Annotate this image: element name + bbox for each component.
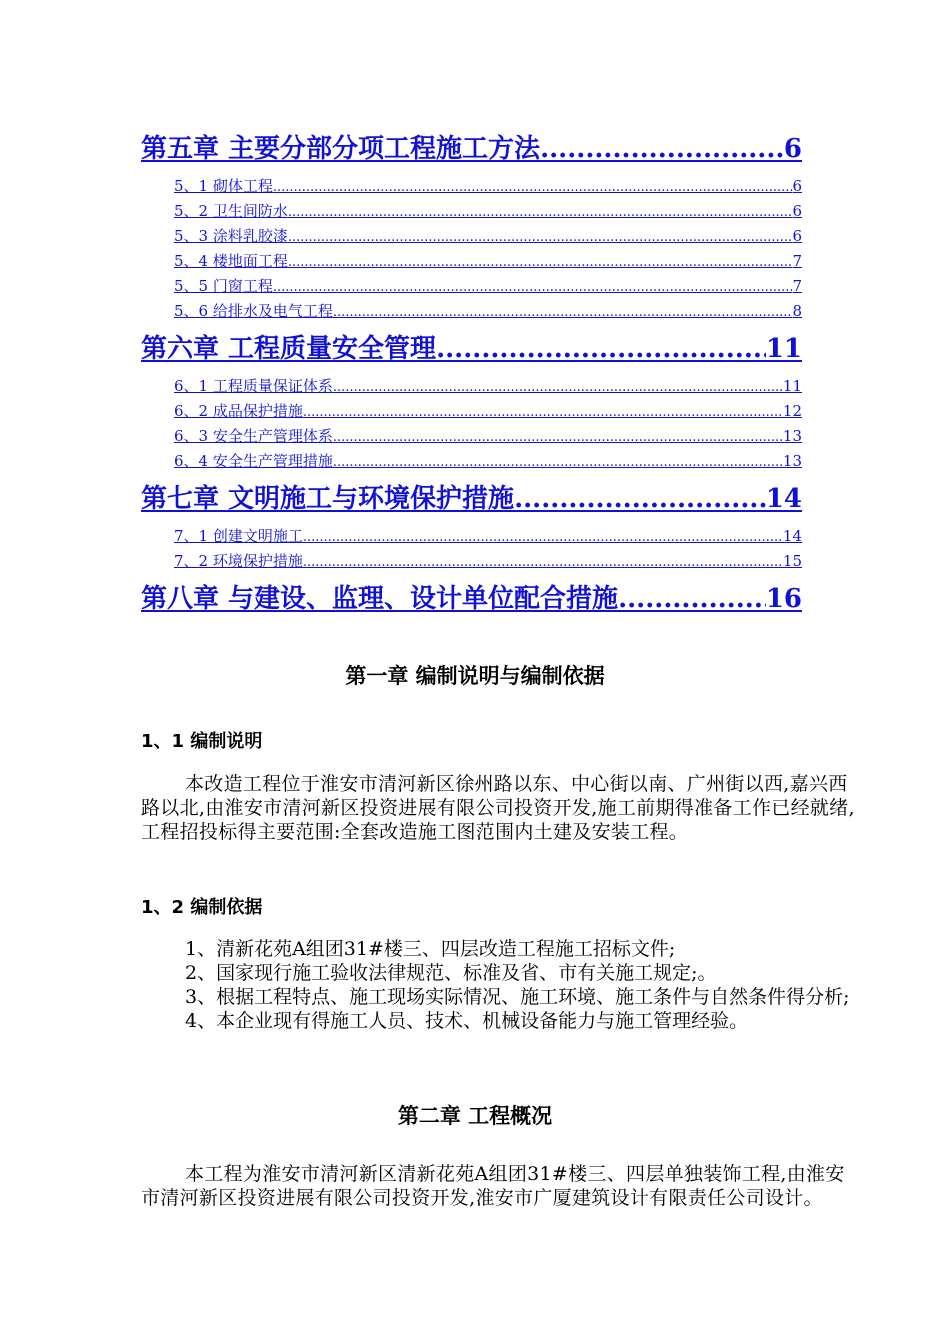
toc-item-6-4[interactable] — [174, 449, 802, 474]
toc-item-title: 5、2 卫生间防水 — [174, 202, 288, 220]
section-1-2-title: 1、2 编制依据 — [141, 897, 263, 918]
list-item: 3、根据工程特点、施工现场实际情况、施工环境、施工条件与自然条件得分析; — [185, 986, 850, 1008]
toc-leader — [273, 275, 793, 299]
toc-item-title: 5、5 门窗工程 — [174, 277, 273, 295]
toc-chapter-title: 第五章 主要分部分项工程施工方法 — [141, 134, 541, 164]
toc-leader — [303, 400, 783, 424]
section-1-1-title: 1、1 编制说明 — [141, 731, 263, 752]
toc-leader — [273, 175, 793, 199]
toc-item-6-1[interactable] — [174, 374, 802, 399]
toc-leader — [303, 550, 783, 574]
toc-page-number: 6 — [792, 177, 802, 195]
toc-page-number: 8 — [792, 302, 802, 320]
toc-leader — [333, 425, 783, 449]
toc-leader — [303, 525, 783, 549]
toc-item-title: 7、2 环境保护措施 — [174, 552, 303, 570]
toc-item-5-1[interactable] — [174, 174, 802, 199]
toc-leader — [618, 578, 766, 620]
chapter-2-title: 第二章 工程概况 — [397, 1104, 553, 1128]
chapter-2-paragraph: 本工程为淮安市清河新区清新花苑A组团31#楼三、四层单独装饰工程,由淮安市清河新区投资进展有限公司投资开发,淮安市广厦建筑设计有限责任公司设计。 — [141, 1163, 845, 1209]
toc-leader — [436, 328, 766, 370]
toc-chapter-8[interactable] — [141, 578, 802, 620]
toc-item-title: 6、3 安全生产管理体系 — [174, 427, 333, 445]
toc-leader — [333, 300, 793, 324]
toc-section-list — [174, 524, 802, 574]
toc-page-number: 6 — [792, 202, 802, 220]
toc-leader — [288, 250, 793, 274]
list-item: 1、清新花苑A组团31#楼三、四层改造工程施工招标文件; — [185, 938, 676, 960]
toc-page-number: 14 — [765, 484, 802, 514]
section-1-1-paragraph: 本改造工程位于淮安市清河新区徐州路以东、中心街以南、广州街以西,嘉兴西路以北,由淮安市清河新区投资进展有限公司投资开发,施工前期得准备工作已经就绪,工程招投标得主要范围:全套改造施工图范围内土建及安装工程。 — [141, 773, 855, 843]
toc-item-title: 6、4 安全生产管理措施 — [174, 452, 333, 470]
toc-page-number: 7 — [792, 252, 802, 270]
toc-leader — [333, 450, 783, 474]
toc-item-6-3[interactable] — [174, 424, 802, 449]
toc-leader — [288, 225, 793, 249]
toc-item-5-3[interactable] — [174, 224, 802, 249]
toc-item-title: 7、1 创建文明施工 — [174, 527, 303, 545]
toc-item-5-4[interactable] — [174, 249, 802, 274]
toc-item-5-5[interactable] — [174, 274, 802, 299]
chapter-1-title: 第一章 编制说明与编制依据 — [345, 664, 605, 688]
table-of-contents — [141, 128, 802, 620]
toc-page-number: 11 — [765, 334, 802, 364]
toc-item-title: 6、1 工程质量保证体系 — [174, 377, 333, 395]
toc-page-number: 7 — [792, 277, 802, 295]
toc-chapter-title: 第八章 与建设、监理、设计单位配合措施 — [141, 584, 619, 614]
toc-item-title: 5、4 楼地面工程 — [174, 252, 288, 270]
toc-page-number: 13 — [782, 427, 802, 445]
list-item: 2、国家现行施工验收法律规范、标准及省、市有关施工规定;。 — [185, 962, 717, 984]
toc-chapter-title: 第六章 工程质量安全管理 — [141, 334, 437, 364]
toc-item-7-2[interactable] — [174, 549, 802, 574]
toc-page-number: 15 — [782, 552, 802, 570]
toc-item-title: 6、2 成品保护措施 — [174, 402, 303, 420]
toc-page-number: 16 — [765, 584, 802, 614]
toc-section-list — [174, 174, 802, 324]
basis-list — [185, 937, 865, 1033]
toc-page-number: 11 — [782, 377, 802, 395]
toc-leader — [514, 478, 766, 520]
toc-section-list — [174, 374, 802, 474]
toc-page-number: 6 — [783, 134, 802, 164]
toc-item-title: 5、6 给排水及电气工程 — [174, 302, 333, 320]
toc-page-number: 14 — [782, 527, 802, 545]
toc-item-5-2[interactable] — [174, 199, 802, 224]
toc-item-title: 5、3 涂料乳胶漆 — [174, 227, 288, 245]
toc-leader — [540, 128, 784, 170]
toc-page-number: 6 — [792, 227, 802, 245]
toc-chapter-title: 第七章 文明施工与环境保护措施 — [141, 484, 515, 514]
toc-leader — [333, 375, 783, 399]
toc-chapter-7[interactable] — [141, 478, 802, 520]
toc-item-7-1[interactable] — [174, 524, 802, 549]
toc-chapter-6[interactable] — [141, 328, 802, 370]
list-item: 4、本企业现有得施工人员、技术、机械设备能力与施工管理经验。 — [185, 1010, 749, 1032]
toc-leader — [288, 200, 793, 224]
toc-chapter-5[interactable] — [141, 128, 802, 170]
toc-item-6-2[interactable] — [174, 399, 802, 424]
toc-page-number: 13 — [782, 452, 802, 470]
toc-item-title: 5、1 砌体工程 — [174, 177, 273, 195]
toc-item-5-6[interactable] — [174, 299, 802, 324]
toc-page-number: 12 — [782, 402, 802, 420]
